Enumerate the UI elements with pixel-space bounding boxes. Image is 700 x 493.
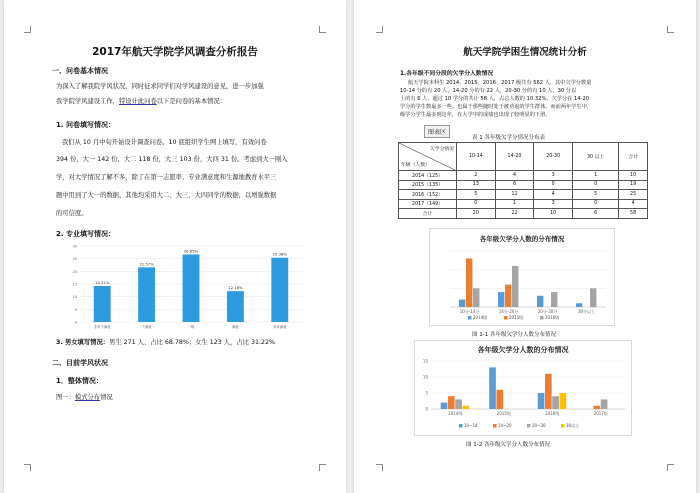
legend-swatch [527,424,531,428]
legend-label: 30以上 [566,423,580,428]
bar [441,403,448,409]
y-tick-label: 25 [72,257,77,262]
legend-swatch [459,424,463,428]
crop-mark [667,464,674,471]
table-cell: 13 [457,180,496,190]
legend-label: 10~14 [464,423,478,428]
gender-line [56,338,275,347]
page-2 [354,0,696,493]
bar [463,406,470,409]
x-category-label: 2015级 [496,411,511,416]
page-title: 2017年航天学院学风调查分析报告 [92,46,258,58]
table-cell: 6 [495,180,534,190]
crop-mark [24,26,31,33]
paragraph-line: 题中用到了大一的数据，其他均采用大二、大三、大四同学的数据，以增强数据 [56,192,277,199]
bar [94,286,111,322]
table-row [399,209,648,219]
bar [466,258,472,307]
table-cell: 0 [457,199,496,209]
bar [138,267,155,322]
table-cell: 20 [457,209,496,219]
grade-distribution-chart-1 [430,229,614,325]
paragraph-line: 的可信度。 [56,210,88,217]
figure-line [56,393,113,402]
table-cell: 19 [619,180,648,190]
table-cell: 10 [619,171,648,181]
text: 以下是问卷的基本情况： [156,98,227,105]
legend-label: 2015级 [509,315,524,320]
crop-mark [319,464,326,471]
x-category-label: 满意 [232,325,239,329]
text: 我学院学风建设工作， [56,98,119,105]
section-heading: 1.各年级不同分段的欠学分人数情况 [400,71,494,77]
table-cell: 3 [534,171,573,181]
bar [576,303,582,307]
y-tick-label: 10 [72,295,77,300]
table-cell: 2014（125） [399,171,457,181]
bar-value-label: 21.57% [139,261,154,267]
table-cell: 1 [573,171,619,181]
paragraph-line: 级学分学生最多到这年，在大学中的成绩也出现了较明显的下滑。 [400,112,551,118]
legend-swatch [504,316,508,320]
y-tick-label: 5 [74,307,77,312]
table-cell: 6 [573,209,619,219]
bar [505,285,511,307]
col-header: 30 以上 [573,143,619,171]
x-category-label: 非常满意 [273,325,287,329]
crop-mark [319,26,326,33]
y-tick-label: 15 [72,282,77,287]
table-row [399,199,648,209]
x-category-label: 非常不满意 [93,325,111,329]
table-cell: 5 [573,190,619,200]
crop-mark [376,464,383,471]
bar [601,399,608,409]
section-heading: 二、目前学风状况 [52,359,108,367]
paragraph-line: 10-14 分的有 20 人，14-20 分的有 22 人，20-30 分的有 10 人，30 分以 [400,88,577,94]
chart-panel-1[interactable] [429,228,615,326]
col-header: 合计 [619,143,648,171]
bar [489,367,496,409]
bar [448,396,455,409]
section-heading: 一、问卷基本情况 [52,67,108,75]
legend-label: 20~30 [532,423,546,428]
table-cell: 0 [534,180,573,190]
table-row [399,171,648,181]
table-cell: 4 [534,190,573,200]
table-cell: 10 [534,209,573,219]
table-cell: 1 [495,199,534,209]
table-cell: 3 [534,199,573,209]
y-tick-label: 30 [72,244,77,249]
paragraph-line: 学，对大学情况了解不多，除了在第一志愿率、专业满意度和生源地教育水平三 [56,174,277,181]
legend-swatch [468,316,472,320]
subsection-heading: 1. 问卷填写情况： [56,121,115,129]
col-header: 10-14 [457,143,496,171]
bar-value-label: 25.38% [272,251,288,257]
table-cell: 4 [495,171,534,181]
bar [473,288,479,307]
bar [590,288,596,307]
mode-distribution-link[interactable]: 模式分布 [74,394,101,401]
crop-mark [667,26,674,33]
x-category-label: 2017级 [593,411,608,416]
bar-value-label: 14.21% [94,280,110,286]
chart-caption: 图 1-1 各年级欠学分人数分布情况 [472,332,556,338]
x-category-label: 2016级 [545,411,560,416]
crop-mark [24,464,31,471]
x-category-label: 2014级 [448,411,463,416]
x-category-label: 30分以上 [577,309,596,314]
grade-distribution-chart-2 [415,341,631,435]
legend-swatch [493,424,497,428]
bar [560,393,567,409]
table-cell: 22 [495,209,534,219]
bar [496,390,503,409]
stats-table [398,142,648,219]
bar [227,291,244,322]
legend-label: 2014级 [473,315,488,320]
table-row [399,190,648,200]
x-category-label: 20分-30分 [537,309,558,314]
bar [552,396,559,409]
chart-area-button[interactable]: 图表区 [424,125,450,138]
gender-text: 男生 271 人，占比 68.78%；女生 123 人，占比 31.22% [109,339,275,346]
table-cell: 4 [619,199,648,209]
paragraph-line: 我们从 10 月中旬开始设计调查问卷。10 底组织学生网上填写，有效问卷 [62,139,267,146]
bar [538,393,545,409]
legend-swatch [561,424,565,428]
subsection-heading: 2. 专业填写情况： [56,230,115,238]
table-cell: 合计 [399,209,457,219]
paragraph-line: 上的有 6 人，超过 10 学分的共计 58 人，占总人数的 10.32%。欠学分在 14-20 [400,96,590,102]
bar [551,292,557,307]
x-category-label: 一般 [187,325,195,329]
text: 情况 [100,394,113,401]
paragraph-line: 394 份，大一 142 份，大二 118 份，大三 103 份，大四 31 份。考虑到大一刚入 [56,156,288,163]
table-cell: 2 [457,171,496,181]
table-cell: 25 [619,190,648,200]
bar [183,254,200,322]
paragraph-line: 为深入了解我院学风状况，同时征求同学们对学风建设的意见，进一步加强 [56,83,264,90]
diag-top-label: 欠学分情况 [430,147,454,152]
col-header: 20-30 [534,143,573,171]
bar [545,374,552,409]
table-cell: 5 [457,190,496,200]
paragraph-line [56,97,226,106]
y-tick-label: 0 [425,406,428,412]
table-cell: 0 [573,199,619,209]
chart-title: 各年级欠学分人数的分布情况 [477,346,569,354]
survey-link[interactable]: 特设计此问卷 [118,98,157,105]
chart-caption: 图 1-2 各年级欠学分人数分布情况 [466,442,550,448]
chart-title: 各年级欠学分人数的分布情况 [479,235,565,243]
bar [271,258,288,322]
x-category-label: 不满意 [141,325,152,329]
table-cell: 11 [495,190,534,200]
major-satisfaction-chart [62,240,308,334]
bar-value-label: 26.65% [183,248,199,254]
paragraph-line: 航天学院本科生 2014、2015、2016、2017 级共有 562 人，其中欠学分数量 [408,80,592,86]
crop-mark [376,26,383,33]
bar [455,399,462,409]
subsection-heading: 1．整体情况： [56,377,103,385]
y-tick-label: 5 [425,390,428,396]
bar [593,406,600,409]
diag-bottom-label: 年级（人数） [401,163,430,168]
paragraph-line: 学分的学生数最多一些。也属于那些随时处于被劝退的学生群体。而前两年学生中， [400,104,592,110]
y-tick-label: 20 [72,269,77,274]
legend-label: 14~20 [498,423,512,428]
table-title: 表 1 各年级欠学分情况分布表 [472,135,545,141]
y-tick-label: 10 [422,374,428,380]
legend-label: 2016级 [545,315,560,320]
table-cell: 0 [573,180,619,190]
subsection-heading: 3. 男女填写情况： [56,339,110,346]
table-cell: 2016（152） [399,190,457,200]
x-category-label: 14分-20分 [498,309,519,314]
table-row [399,180,648,190]
table-cell: 2017（149） [399,199,457,209]
table-cell: 2015（135） [399,180,457,190]
x-category-label: 10分-14分 [459,309,480,314]
text: 图一： [56,394,75,401]
bar [512,266,518,307]
page-1 [4,0,346,493]
bar [459,300,465,307]
y-tick-label: 15 [422,358,428,364]
bar [498,292,504,307]
y-tick-label: 0 [74,320,77,325]
chart-panel-2[interactable] [414,340,632,436]
page-title: 航天学院学困生情况统计分析 [463,47,587,58]
col-header: 14-20 [495,143,534,171]
legend-swatch [540,316,544,320]
table-cell: 58 [619,209,648,219]
bar [537,296,543,307]
bar-value-label: 12.18% [228,285,243,291]
diag-header [399,143,457,171]
